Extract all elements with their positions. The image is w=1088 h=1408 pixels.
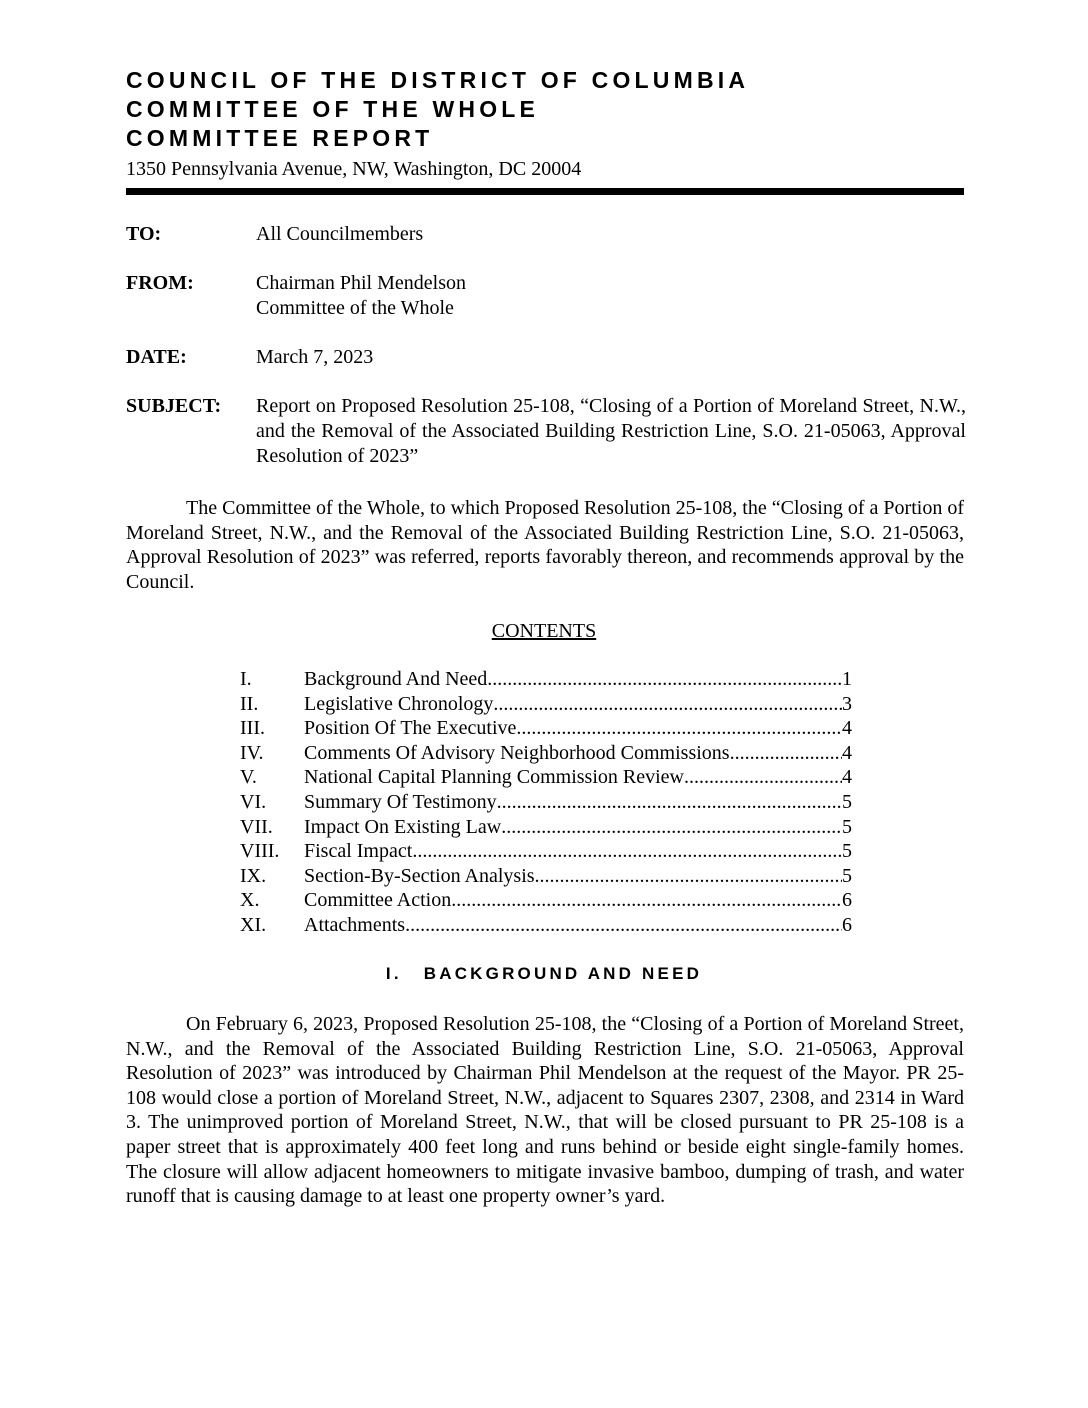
toc-title: Position Of The Executive: [304, 717, 517, 740]
toc-number: VI.: [240, 790, 267, 813]
toc-title: Committee Action: [304, 889, 452, 912]
contents-heading: CONTENTS: [491, 620, 597, 642]
subject-value: Report on Proposed Resolution 25-108, “Closing of a Portion of Moreland Street, N.W., and the Removal of the Associated Building Restriction Line, S.O. 21-05063, Approval Resolution of 2023”: [256, 395, 966, 467]
memo-to: [126, 222, 966, 247]
section-title: BACKGROUND AND NEED: [423, 964, 703, 983]
from-committee: Committee of the Whole: [256, 297, 454, 319]
toc-entry: [240, 765, 852, 790]
toc-title: Background And Need: [304, 668, 488, 690]
toc-leader: [730, 741, 842, 766]
toc-leader: [487, 667, 842, 692]
toc-leader: [412, 839, 842, 864]
table-of-contents: [240, 667, 852, 938]
toc-page-number: 4: [842, 741, 852, 764]
toc-title: Legislative Chronology: [304, 692, 494, 715]
council-address: 1350 Pennsylvania Avenue, NW, Washington, DC 20004: [126, 158, 582, 180]
intro-paragraph: The Committee of the Whole, to which Proposed Resolution 25-108, the “Closing of a Portion of Moreland Street, N.W., and the Removal of the Associated Building Restriction Line, S.O. 21-05063, Approval Resolution of 2023” was referred, reports favorably thereon, and recommends approval by the Council.: [126, 497, 964, 593]
toc-page-number: 3: [842, 692, 852, 715]
memo-date: [126, 345, 966, 370]
council-name: COUNCIL OF THE DISTRICT OF COLUMBIA: [126, 67, 750, 93]
report-header: [126, 66, 966, 183]
toc-leader: [516, 716, 842, 741]
toc-number: XI.: [240, 913, 267, 936]
toc-page-number: 4: [842, 766, 852, 789]
toc-page-number: 1: [842, 668, 852, 690]
toc-entry: [240, 815, 852, 840]
toc-number: V.: [240, 766, 257, 789]
from-name: Chairman Phil Mendelson: [256, 272, 466, 294]
toc-page-number: 5: [842, 790, 852, 813]
toc-leader: [684, 765, 842, 790]
toc-page-number: 4: [842, 717, 852, 740]
toc-entry: [240, 692, 852, 717]
toc-page-number: 6: [842, 913, 852, 936]
memo-block: [126, 222, 966, 493]
toc-number: II.: [240, 692, 259, 715]
toc-entry: [240, 790, 852, 815]
toc-entry: [240, 839, 852, 864]
section-heading-background: [0, 962, 1088, 986]
report-type: COMMITTEE REPORT: [126, 125, 434, 151]
toc-number: VII.: [240, 815, 273, 838]
toc-title: Comments Of Advisory Neighborhood Commissions: [304, 741, 730, 764]
toc-title: National Capital Planning Commission Review: [304, 766, 684, 789]
toc-entry: [240, 864, 852, 889]
toc-title: Fiscal Impact: [304, 840, 413, 863]
toc-title: Section-By-Section Analysis: [304, 864, 535, 887]
toc-leader: [405, 913, 842, 938]
date-value: March 7, 2023: [256, 346, 374, 368]
to-label: TO:: [126, 223, 162, 245]
background-paragraph: On February 6, 2023, Proposed Resolution 25-108, the “Closing of a Portion of Moreland Street, N.W., and the Removal of the Associated Building Restriction Line, S.O. 21-05063, Approval Resolution of 2023” was introduced by Chairman Phil Mendelson at the request of the Mayor. PR 25-108 would close a portion of Moreland Street, N.W., adjacent to Squares 2307, 2308, and 2314 in Ward 3. The unimproved portion of Moreland Street, N.W., that will be closed pursuant to PR 25-108 is a paper street that is approximately 400 feet long and runs behind or beside eight single-family homes. The closure will allow adjacent homeowners to mitigate invasive bamboo, dumping of trash, and water runoff that is causing damage to at least one property owner’s yard.: [126, 1013, 964, 1208]
toc-number: III.: [240, 717, 265, 740]
toc-number: X.: [240, 889, 260, 912]
section-number: I.: [385, 964, 402, 983]
toc-leader: [497, 790, 842, 815]
committee-name: COMMITTEE OF THE WHOLE: [126, 96, 540, 122]
toc-leader: [501, 815, 842, 840]
subject-label: SUBJECT:: [126, 395, 222, 417]
toc-page-number: 5: [842, 840, 852, 863]
toc-number: I.: [240, 668, 252, 690]
toc-entry: [240, 888, 852, 913]
toc-entry: [240, 741, 852, 766]
toc-number: VIII.: [240, 840, 280, 863]
toc-leader: [493, 692, 842, 717]
toc-title: Impact On Existing Law: [304, 815, 502, 838]
date-label: DATE:: [126, 346, 187, 368]
to-value: All Councilmembers: [256, 223, 424, 245]
toc-entry: [240, 716, 852, 741]
toc-entry: [240, 913, 852, 938]
memo-from: [126, 271, 966, 321]
from-value: [256, 271, 966, 321]
toc-number: IX.: [240, 864, 267, 887]
toc-number: IV.: [240, 741, 264, 764]
memo-subject: [126, 394, 966, 469]
toc-entry: [240, 667, 852, 692]
toc-page-number: 6: [842, 889, 852, 912]
from-label: FROM:: [126, 272, 194, 294]
toc-leader: [535, 864, 842, 889]
toc-leader: [451, 888, 842, 913]
toc-title: Summary Of Testimony: [304, 790, 497, 813]
header-divider: [126, 188, 964, 195]
toc-page-number: 5: [842, 815, 852, 838]
toc-title: Attachments: [304, 913, 406, 936]
toc-page-number: 5: [842, 864, 852, 887]
